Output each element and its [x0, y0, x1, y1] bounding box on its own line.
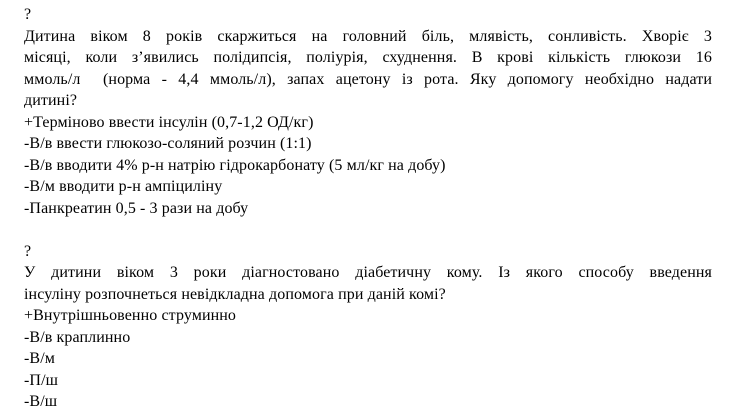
question-block-1 [24, 4, 712, 219]
question-1-answer: -В/в ввести глюкозо-соляний розчин (1:1) [24, 135, 312, 152]
question-block-2 [24, 241, 712, 413]
question-1-answer-correct: +Терміново ввести інсулін (0,7-1,2 ОД/кг) [24, 113, 314, 131]
question-1-text-line: Дитина віком 8 років скаржиться на головний біль, млявість, сонливість. Хворіє 3 [24, 27, 712, 45]
question-2-marker: ? [24, 242, 32, 260]
question-2-answer-correct: +Внутрішньовенно струминно [24, 307, 237, 324]
question-1-text-line: ммоль/л (норма - 4,4 ммоль/л), запах ацетону із рота. Яку допомогу необхідно надати [24, 70, 712, 88]
question-1-answer: -В/м вводити р-н ампіциліну [24, 178, 223, 195]
question-2-answer: -П/ш [24, 371, 59, 389]
question-1-text-line: місяці, коли з’явились полідипсія, поліурія, схуднення. В крові кількість глюкози 16 [24, 49, 712, 66]
question-1-answer: -Панкреатин 0,5 - 3 рази на добу [24, 199, 249, 217]
question-2-text-line: У дитини віком 3 роки діагностовано діабетичну кому. Із якого способу введення [24, 264, 712, 281]
question-separator [24, 219, 712, 241]
question-2-text-line: інсуліну розпочнеться невідкладна допомога при даній комі? [24, 285, 446, 303]
question-1-answer: -В/в вводити 4% р-н натрію гідрокарбонату (5 мл/кг на добу) [24, 156, 446, 174]
question-1-marker: ? [24, 6, 32, 23]
question-2-answer: -В/м [24, 350, 55, 367]
question-2-answer: -В/ш [24, 393, 58, 410]
question-1-text-line: дитині? [24, 92, 78, 109]
question-2-answer: -В/в краплинно [24, 328, 131, 346]
